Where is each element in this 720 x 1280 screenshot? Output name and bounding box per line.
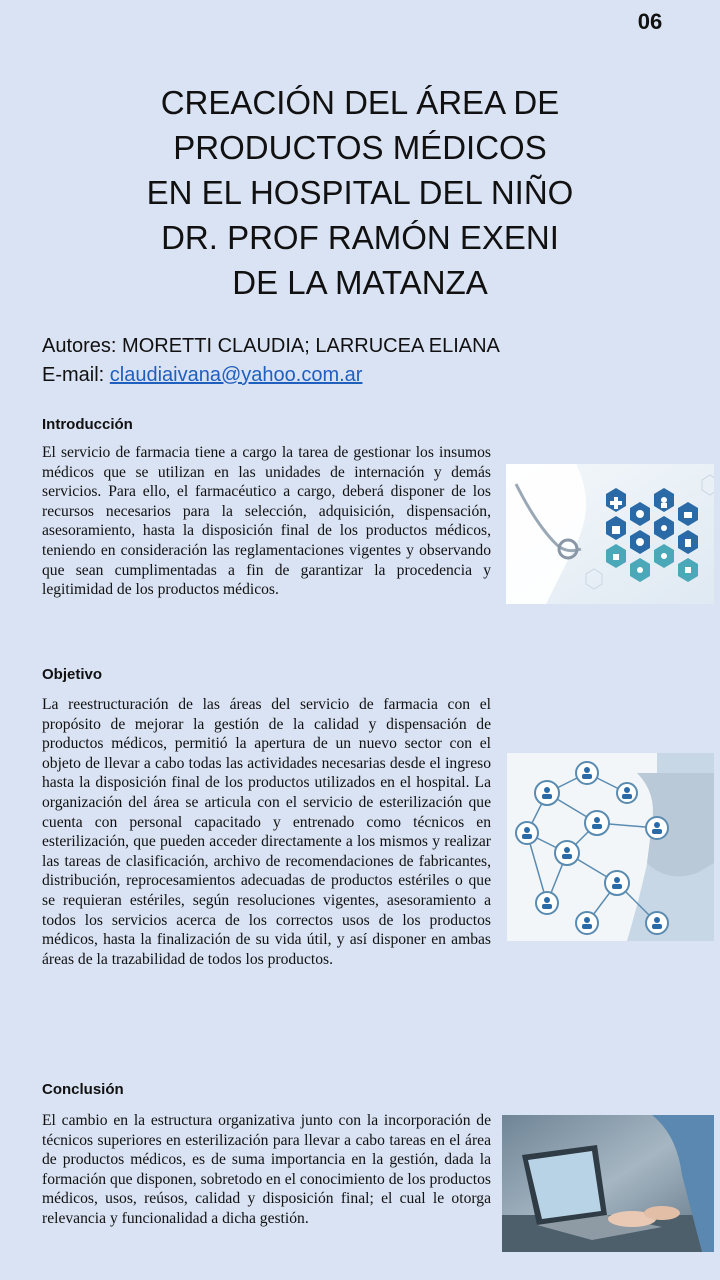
medical-icons-image — [506, 464, 714, 604]
title-line: EN EL HOSPITAL DEL NIÑO — [146, 174, 574, 211]
section-text-conclusion: El cambio en la estructura organizativa junto con la incorporación de técnicos superiores en esterilización para llevar a cabo tareas en el área de productos médicos, es de suma importancia en la gestión, dada la formación que disponen, sobretodo en el conocimiento de los productos médicos, usos, reúsos, calidad y disposición final; el cual le otorga relevancia y funcionalidad a dicha gestión. — [42, 1112, 491, 1227]
title-line: DE LA MATANZA — [232, 264, 488, 301]
laptop-photo-image — [502, 1115, 714, 1252]
email-label: E-mail: — [42, 364, 110, 386]
title-line: PRODUCTOS MÉDICOS — [173, 129, 547, 166]
network-people-image — [507, 753, 714, 941]
email-row — [42, 361, 362, 389]
section-text-introduccion: El servicio de farmacia tiene a cargo la tarea de gestionar los insumos médicos que se utilizan en las unidades de internación y demás servicios. Para ello, el farmacéutico a cargo, deberá disponer de los recursos necesarios para la selección, adquisición, dispensación, asesoramiento, hasta la disposición final de los productos médicos, teniendo en consideración las reglamentaciones vigentes y observando que sean cumplimentadas a fin de garantizar la procedencia y legitimidad de los productos médicos. — [42, 444, 491, 599]
email-link[interactable]: claudiaivana@yahoo.com.ar — [109, 364, 363, 386]
page-number: 06 — [637, 9, 663, 34]
title-line: CREACIÓN DEL ÁREA DE — [160, 84, 560, 121]
authors: Autores: MORETTI CLAUDIA; LARRUCEA ELIANA — [42, 335, 500, 357]
page-title — [40, 80, 680, 305]
section-text-objetivo: La reestructuración de las áreas del servicio de farmacia con el propósito de mejorar la gestión de la calidad y dispensación de productos médicos, permitió la apertura de un nuevo sector con el objeto de llevar a cabo todas las actividades necesarias desde el ingreso hasta la disposición final de los productos utilizados en el hospital. La organización del área se articula con el servicio de esterilización que cuenta con personal capacitado y entrenado como técnicos en esterilización, que pueden acceder directamente a los mismos y realizar las tareas de clasificación, archivo de recomendaciones de fabricantes, distribución, reprocesamientos adecuadas de productos estériles o que se requieran estériles, según resoluciones vigentes, asesoramiento a todos los servicios acerca de los correctos usos de los productos médicos, hasta la finalización de su vida útil, y así disponer en ambas áreas de la trazabilidad de todos los productos. — [42, 696, 491, 968]
title-line: DR. PROF RAMÓN EXENI — [161, 219, 559, 256]
section-heading-conclusion: Conclusión — [42, 1081, 124, 1098]
section-heading-objetivo: Objetivo — [42, 666, 103, 683]
section-heading-introduccion: Introducción — [42, 416, 133, 433]
